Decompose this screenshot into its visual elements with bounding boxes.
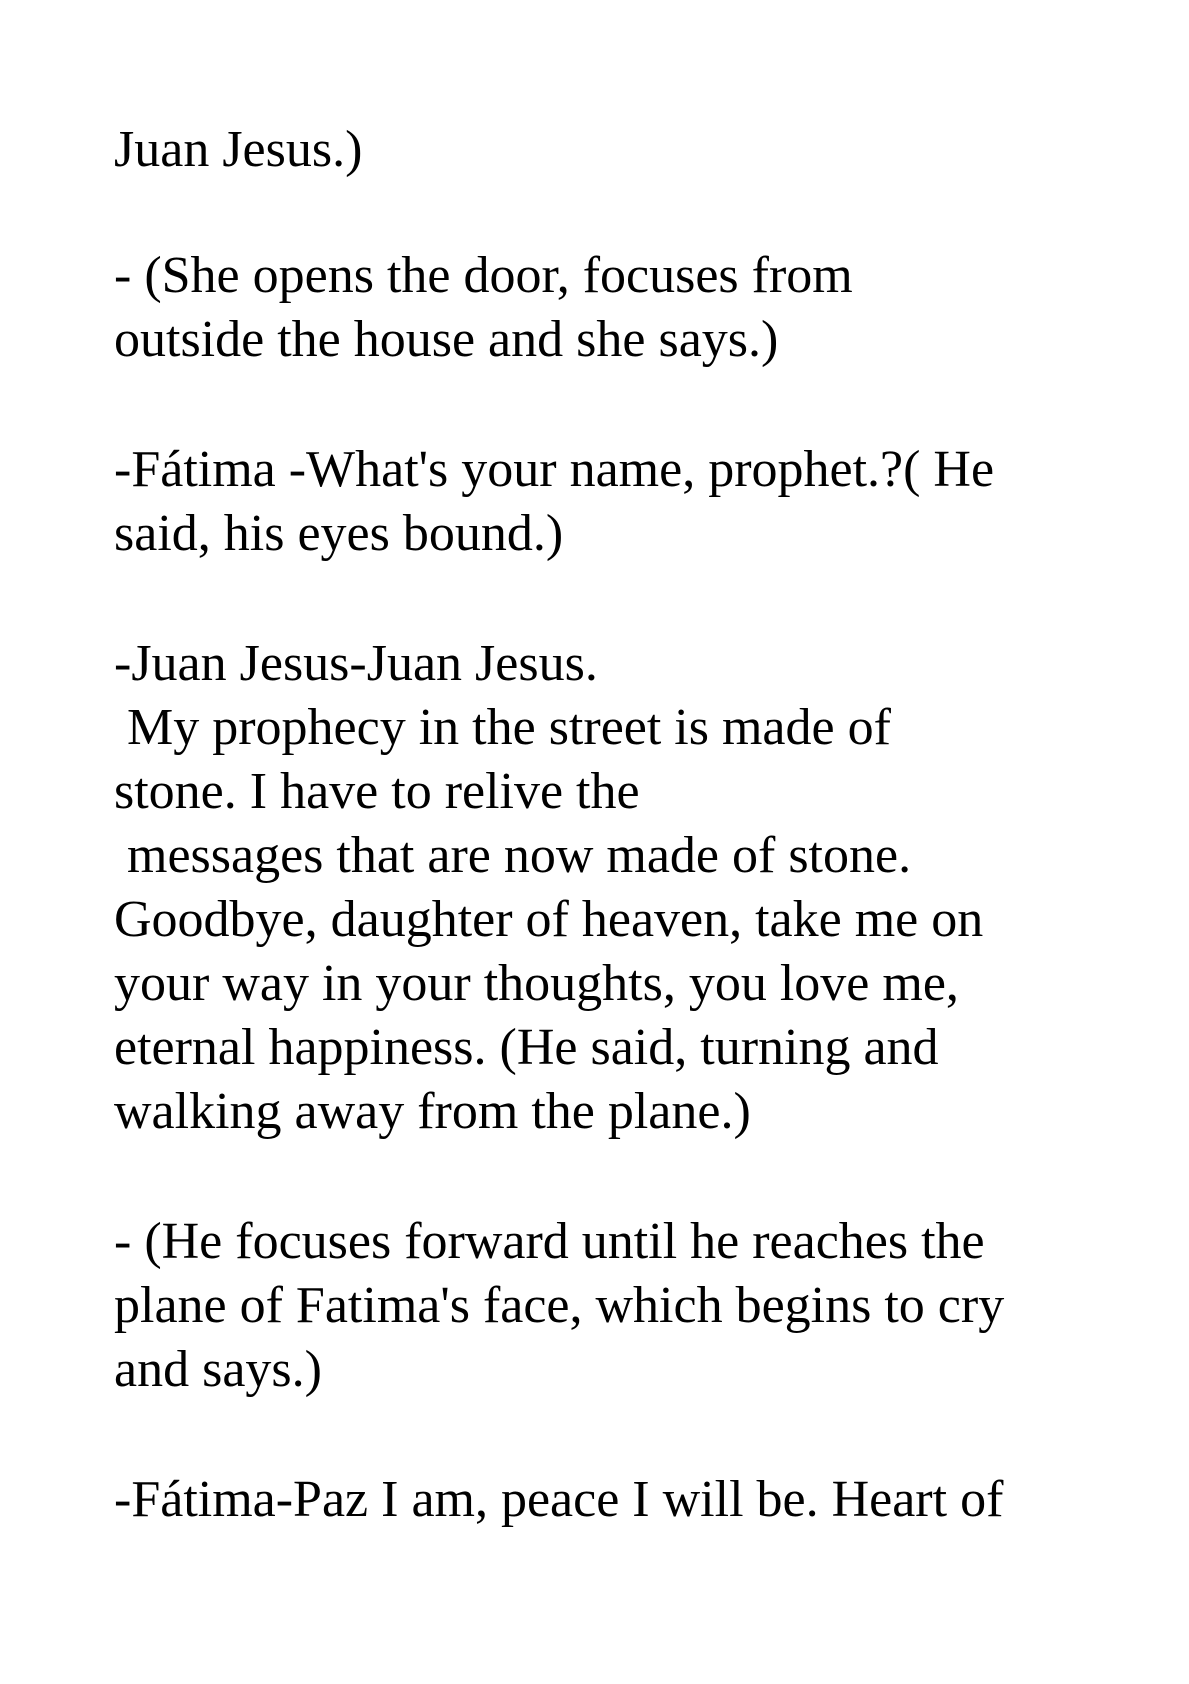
text-line: -Fátima-Paz I am, peace I will be. Heart of <box>114 1471 1004 1528</box>
text-line: - (She opens the door, focuses from <box>114 247 853 304</box>
text-line: walking away from the plane.) <box>114 1083 751 1140</box>
text-line: -Juan Jesus-Juan Jesus. <box>114 635 598 692</box>
text-line: stone. I have to relive the <box>114 763 640 820</box>
text-line: plane of Fatima's face, which begins to cry <box>114 1277 1005 1334</box>
text-line: messages that are now made of stone. <box>114 827 912 884</box>
text-line: eternal happiness. (He said, turning and <box>114 1019 939 1076</box>
text-line: and says.) <box>114 1341 322 1398</box>
text-line: Juan Jesus.) <box>114 121 363 178</box>
text-line: your way in your thoughts, you love me, <box>114 955 959 1012</box>
text-line: Goodbye, daughter of heaven, take me on <box>114 891 984 948</box>
text-line: My prophecy in the street is made of <box>114 699 891 756</box>
text-line: said, his eyes bound.) <box>114 505 564 562</box>
text-line: - (He focuses forward until he reaches the <box>114 1213 985 1270</box>
text-line: -Fátima -What's your name, prophet.?( He <box>114 441 995 498</box>
text-line: outside the house and she says.) <box>114 311 779 368</box>
